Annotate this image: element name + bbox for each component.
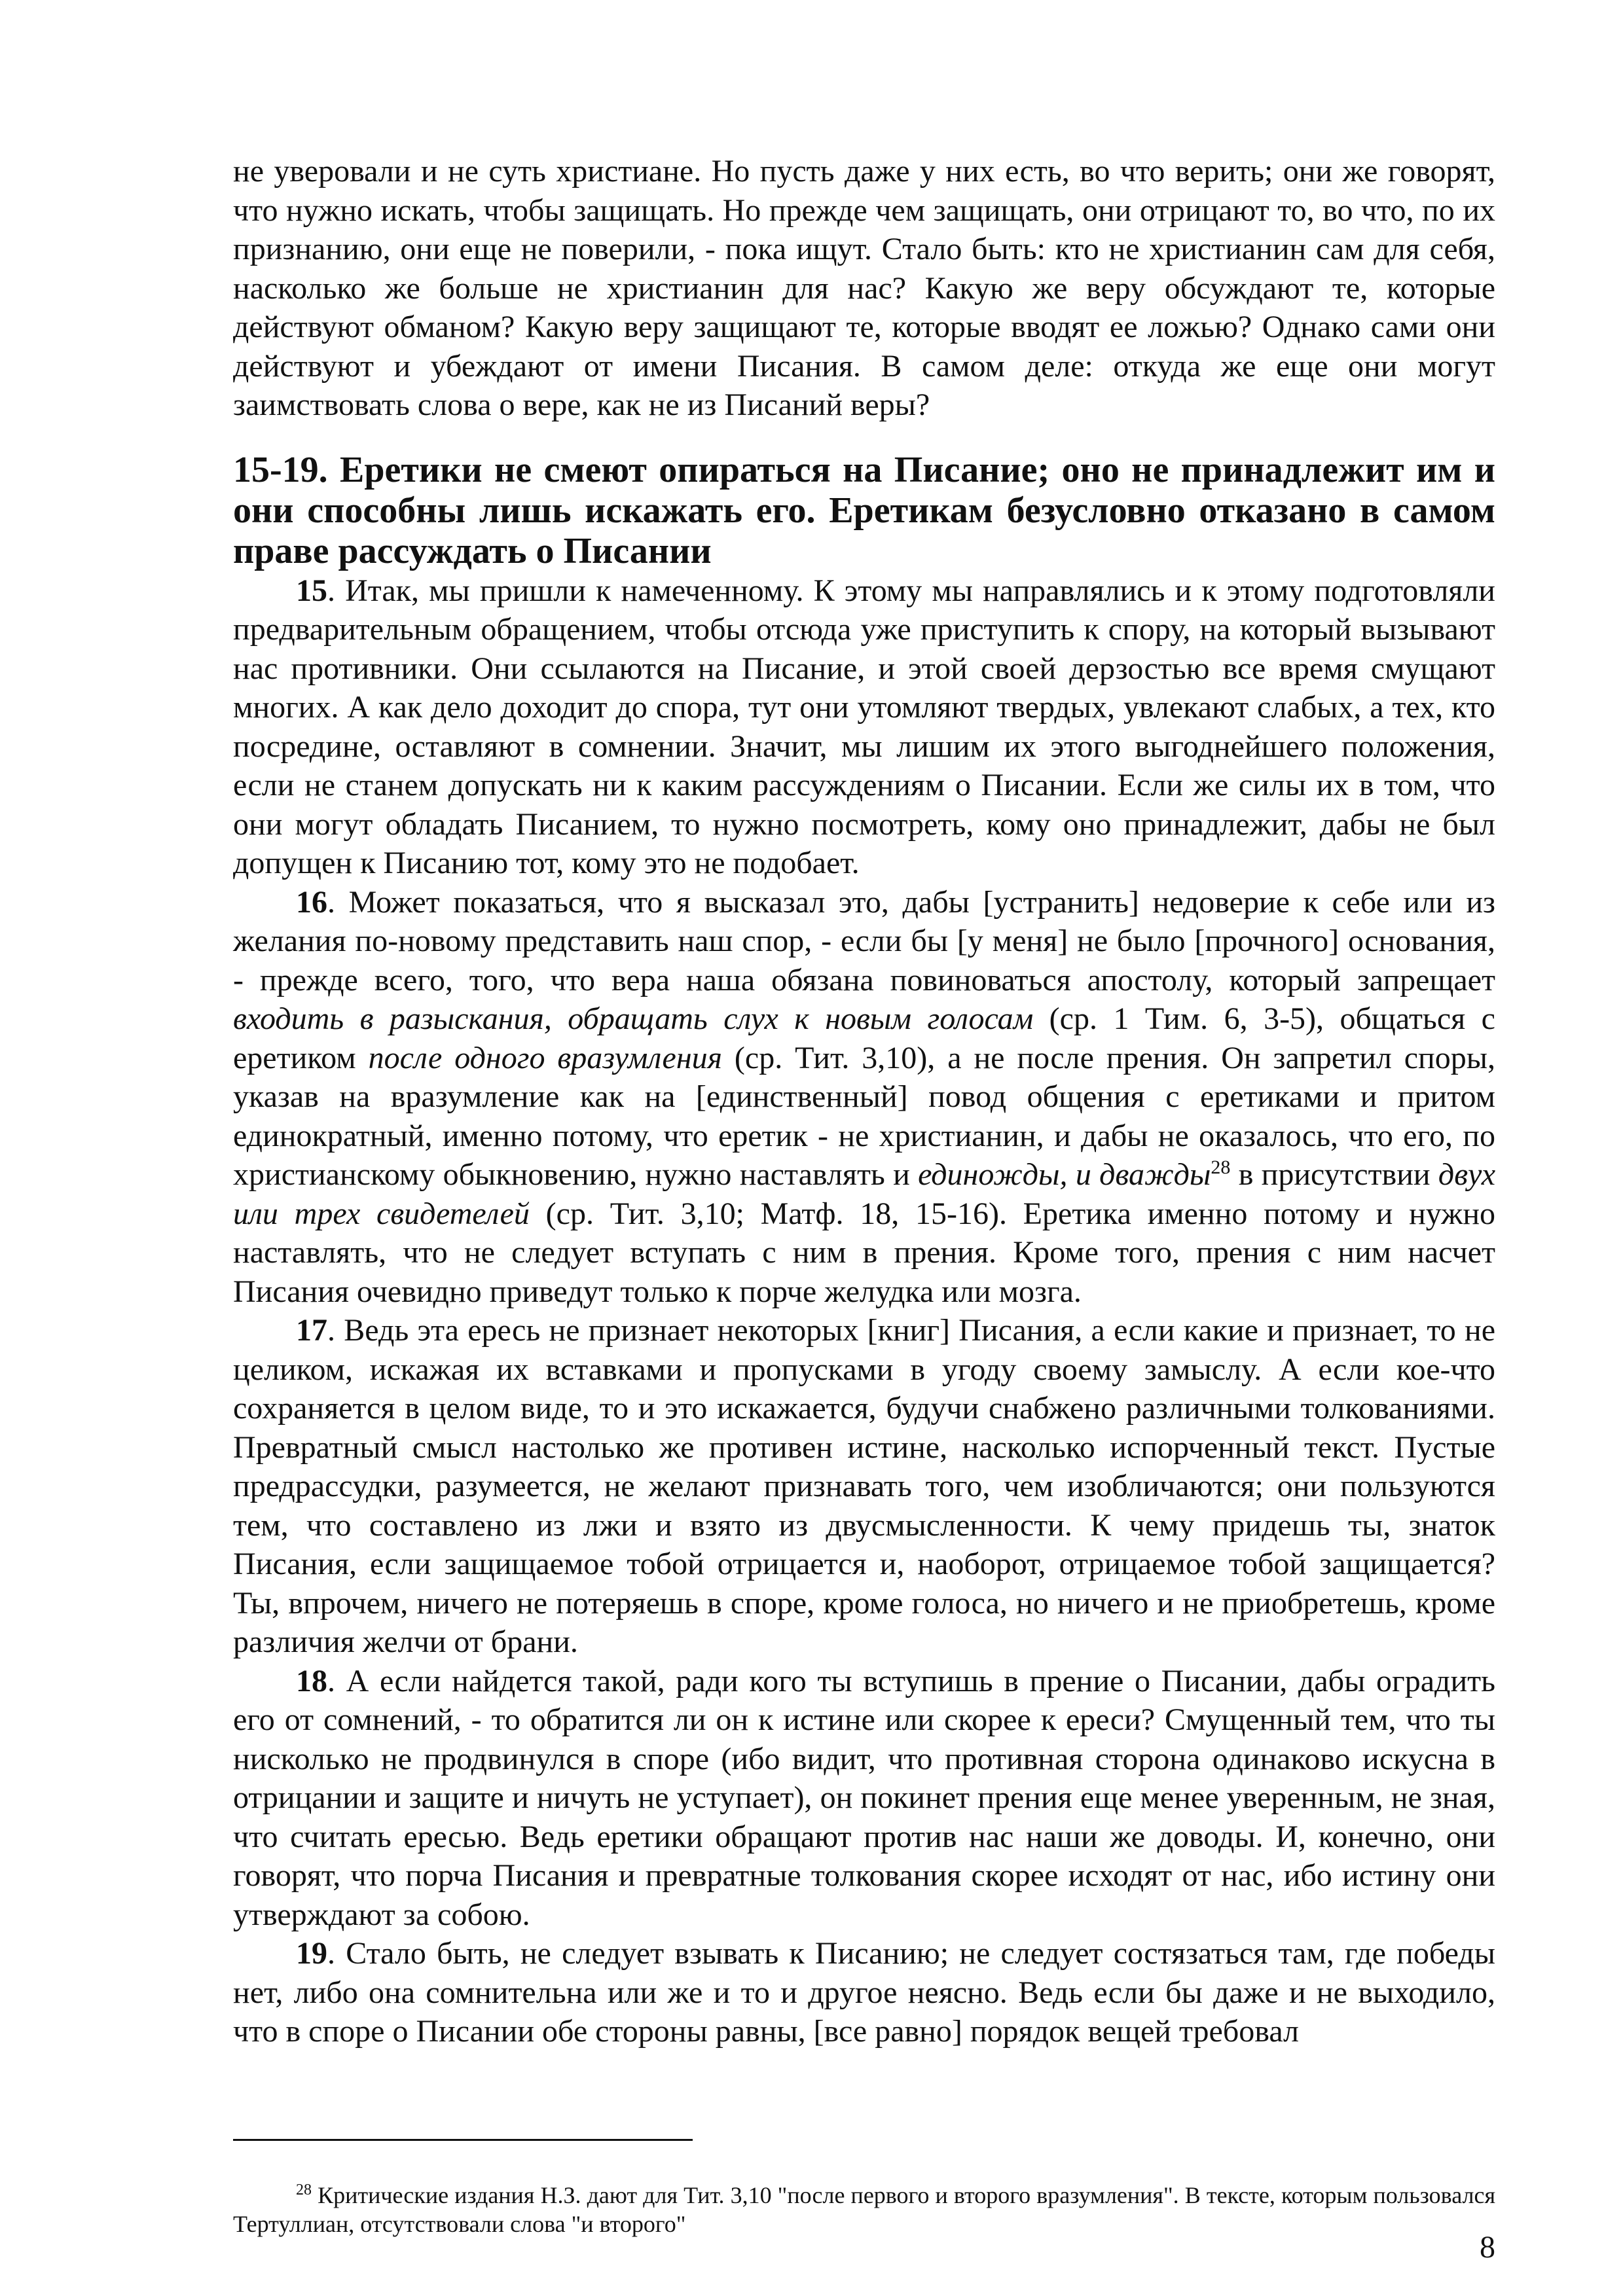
paragraph-number: 19 (296, 1936, 327, 1971)
intro-paragraph: не уверовали и не суть христиане. Но пусть даже у них есть, во что верить; они же говорят, что нужно искать, чтобы защищать. Но прежде чем защищать, они отрицают то, во что, по их признанию, они еще не поверили, - пока ищут. Стало быть: кто не христианин сам для себя, насколько же больше не христианин для нас? Какую же веру обсуждают те, которые действуют обманом? Какую веру защищают те, которые вводят ее ложью? Однако сами они действуют и убеждают от имени Писания. В самом деле: откуда же еще они могут заимствовать слова о вере, как не из Писаний веры? (233, 154, 1495, 422)
main-text (233, 152, 1495, 2051)
scripture-quote: после одного вразумления (368, 1040, 722, 1075)
paragraph-text: (ср. Тит. 3,10), а не после прения. Он запретил споры, указав на вразумление как на [единственный] повод общения с еретиками и притом единократный, именно потому, что еретик - не христианин, и дабы не оказалось, что его, по христианскому обыкновению, нужно наставлять и (233, 1040, 1495, 1192)
footnote (233, 2181, 1495, 2238)
paragraph-text: . Итак, мы пришли к намеченному. К этому мы направлялись и к этому подготовляли предварительным обращением, чтобы отсюда уже приступить к спору, на который вызывают нас противники. Они ссылаются на Писание, и этой своей дерзостью все время смущают многих. А как дело доходит до спора, тут они утомляют твердых, увлекают слабых, а тех, кто посредине, оставляют в сомнении. Значит, мы лишим их этого выгоднейшего положения, если не станем допускать ни к каким рассуждениям о Писании. Если же силы их в том, что они могут обладать Писанием, то нужно посмотреть, кому оно принадлежит, дабы не был допущен к Писанию тот, кому это не подобает. (233, 573, 1495, 880)
paragraph-text: (ср. Тит. 3,10; Матф. 18, 15-16). Еретика именно потому и нужно наставлять, что не следует вступать с ним в прения. Кроме того, прения с ним насчет Писания очевидно приведут только к порче желудка или мозга. (233, 1196, 1496, 1309)
footnote-marker: 28 (296, 2181, 312, 2198)
footnote-reference[interactable]: 28 (1211, 1157, 1231, 1178)
paragraph-19 (233, 1934, 1495, 2051)
paragraph-number: 17 (296, 1313, 327, 1348)
paragraph-number: 16 (296, 884, 327, 920)
paragraph-text: в присутствии (1230, 1157, 1438, 1192)
scripture-quote: единожды, и дважды (918, 1157, 1211, 1192)
paragraph-18 (233, 1662, 1495, 1935)
paragraph-text: . Стало быть, не следует взывать к Писанию; не следует состязаться там, где победы нет, либо она сомнительна или же и то и другое неясно. Ведь если бы даже и не выходило, что в споре о Писании обе стороны равны, [все равно] порядок вещей требовал (233, 1936, 1495, 2049)
footnote-text: Критические издания Н.З. дают для Тит. 3,10 "после первого и второго вразумления". В тексте, которым пользовался Тертуллиан, отсутствовали слова "и второго" (233, 2182, 1495, 2237)
paragraph-15 (233, 571, 1495, 883)
footnote-divider (233, 2139, 693, 2141)
paragraph-text: (ср. 1 Тим. 6, 3-5), общаться с еретиком (233, 1001, 1495, 1075)
paragraph-text: . Ведь эта ересь не признает некоторых [книг] Писания, а если какие и признает, то не целиком, искажая их вставками и пропусками в угоду своему замыслу. А если кое-что сохраняется в целом виде, то и это искажается, будучи снабжено различными толкованиями. Превратный смысл настолько же противен истине, насколько испорченный текст. Пустые предрассудки, разумеется, не желают признавать того, чем изобличаются; они пользуются тем, что составлено из лжи и взято из двусмысленности. К чему придешь ты, знаток Писания, если защищаемое тобой отрицается и, наоборот, отрицаемое тобой защищается? Ты, впрочем, ничего не потеряешь в споре, кроме голоса, но ничего и не приобретешь, кроме различия желчи от брани. (233, 1313, 1495, 1659)
scripture-quote: входить в разыскания, обращать слух к новым голосам (233, 1001, 1034, 1036)
paragraph-number: 15 (296, 573, 327, 608)
paragraph-17 (233, 1311, 1495, 1662)
page-number: 8 (1480, 2230, 1495, 2265)
paragraph-number: 18 (296, 1663, 327, 1698)
paragraph-16 (233, 883, 1495, 1312)
scripture-quote: двух или трех свидетелей (233, 1157, 1495, 1231)
paragraph-text: . Может показаться, что я высказал это, дабы [устранить] недоверие к себе или из желания по-новому представить наш спор, - если бы [у меня] не было [прочного] основания, - прежде всего, того, что вера наша обязана повиноваться апостолу, который запрещает (233, 884, 1495, 997)
section-heading: 15-19. Еретики не смеют опираться на Писание; оно не принадлежит им и они способны лишь искажать его. Еретикам безусловно отказано в самом праве рассуждать о Писании (233, 449, 1495, 571)
paragraph-text: . А если найдется такой, ради кого ты вступишь в прение о Писании, дабы оградить его от сомнений, - то обратится ли он к истине или скорее к ереси? Смущенный тем, что ты нисколько не продвинулся в споре (ибо видит, что противная сторона одинаково искусна в отрицании и защите и ничуть не уступает), он покинет прения еще менее уверенным, не зная, что считать ересью. Ведь еретики обращают против нас наши же доводы. И, конечно, они говорят, что порча Писания и превратные толкования скорее исходят от нас, ибо истину они утверждают за собою. (233, 1663, 1495, 1932)
